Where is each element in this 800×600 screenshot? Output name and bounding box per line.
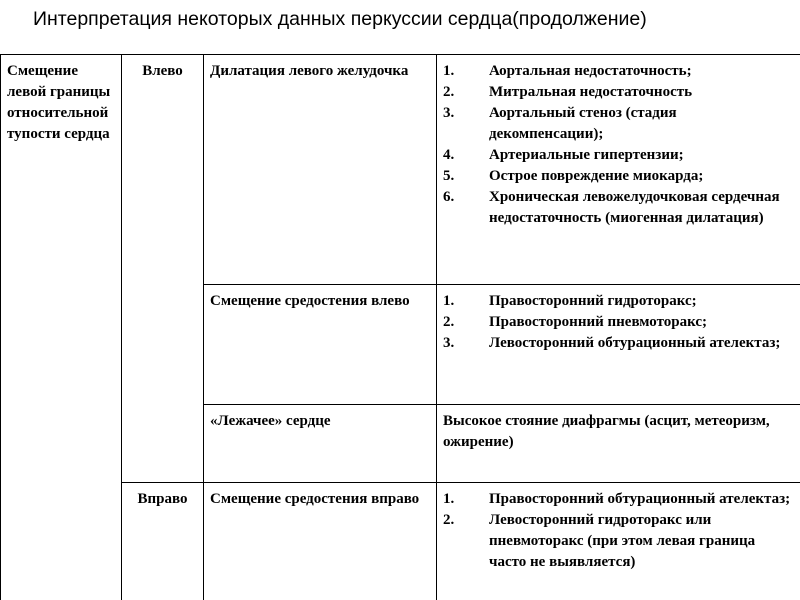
- direction-label: Влево: [142, 63, 183, 79]
- cause-cell: [204, 55, 437, 285]
- direction-cell-left: [122, 55, 204, 483]
- cause-plain-text: Высокое стояние диафрагмы (асцит, метеоризм, ожирение): [443, 413, 770, 450]
- cause-cell: [204, 405, 437, 483]
- causes-cell: [437, 405, 800, 483]
- causes-cell: [437, 483, 800, 600]
- finding-cell: [1, 55, 122, 600]
- slide-title: Интерпретация некоторых данных перкуссии сердца(продолжение): [33, 8, 647, 30]
- causes-list: [443, 291, 794, 354]
- causes-list: [443, 489, 794, 573]
- list-item: 4. Артериальные гипертензии;: [443, 147, 684, 163]
- cause-text: Дилатация левого желудочка: [210, 63, 409, 79]
- list-item: 3. Аортальный стеноз (стадия декомпенсации);: [443, 105, 677, 142]
- causes-cell: [437, 55, 800, 285]
- finding-text: Смещение левой границы относительной тупости сердца: [7, 63, 111, 142]
- list-item: 1. Аортальная недостаточность;: [443, 63, 692, 79]
- list-item: 3. Левосторонний обтурационный ателектаз;: [443, 335, 781, 351]
- list-item: 2. Правосторонний пневмоторакс;: [443, 314, 708, 330]
- table-row: [1, 55, 800, 285]
- list-item: 1. Правосторонний гидроторакс;: [443, 293, 697, 309]
- list-item: 5. Острое повреждение миокарда;: [443, 168, 704, 184]
- list-item: 1. Правосторонний обтурационный ателектаз;: [443, 491, 791, 507]
- cause-text: «Лежачее» сердце: [210, 413, 331, 429]
- list-item: 6. Хроническая левожелудочковая сердечная недостаточность (миогенная дилатация): [443, 189, 780, 226]
- list-item: 2. Левосторонний гидроторакс или пневмоторакс (при этом левая граница часто не выявляется): [443, 512, 756, 570]
- cause-cell: [204, 483, 437, 600]
- direction-cell-right: [122, 483, 204, 600]
- direction-label: Вправо: [137, 491, 188, 507]
- causes-list: [443, 61, 794, 229]
- list-item: 2. Митральная недостаточность: [443, 84, 693, 100]
- causes-cell: [437, 285, 800, 405]
- cause-cell: [204, 285, 437, 405]
- cause-text: Смещение средостения влево: [210, 293, 410, 309]
- cause-text: Смещение средостения вправо: [210, 491, 420, 507]
- percussion-table: [0, 54, 800, 600]
